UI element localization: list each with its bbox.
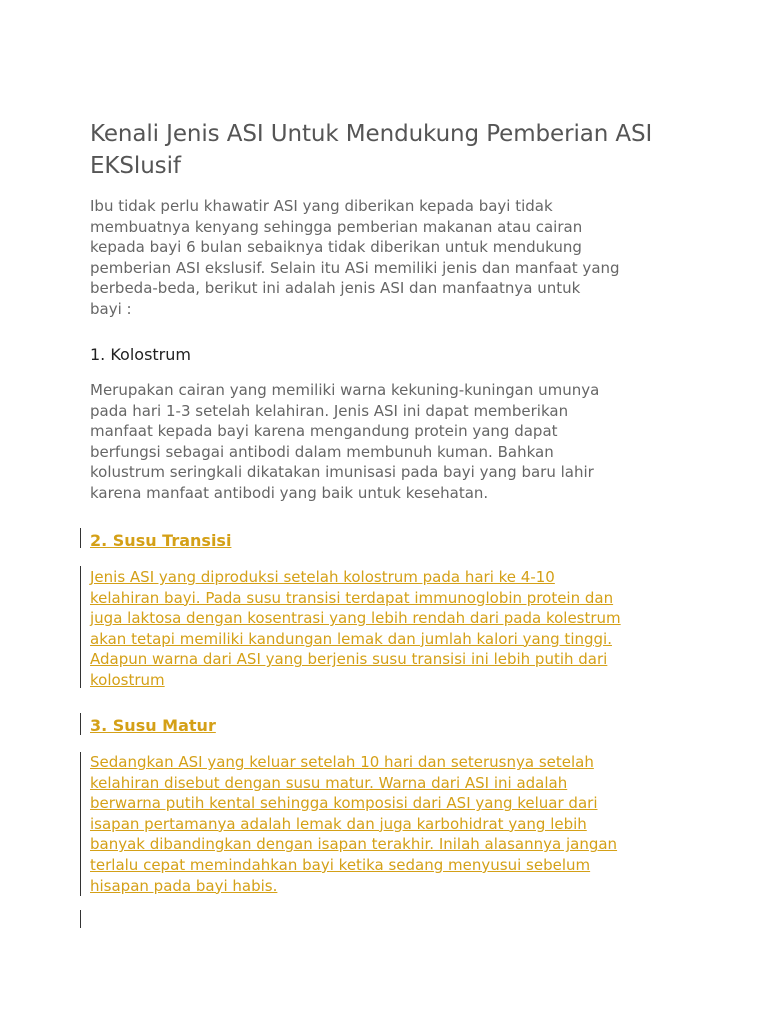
section-susu-transisi [90,531,690,551]
section-body-susu-transisi[interactable]: Jenis ASI yang diproduksi setelah kolostrum pada hari ke 4-10 kelahiran bayi. Pada susu transisi terdapat immunoglobin protein dan juga laktosa dengan kosentrasi yang lebih rendah dari pada kolestrum akan tetapi memiliki kandungan lemak dan jumlah kalori yang tinggi. Adapun warna dari ASI yang berjenis susu transisi ini lebih putih dari kolostrum [90,568,621,689]
section-kolostrum [90,345,690,504]
intro-paragraph: Ibu tidak perlu khawatir ASI yang diberikan kepada bayi tidak membuatnya kenyang sehingga pemberian makanan atau cairan kepada bayi 6 bulan sebaiknya tidak diberikan untuk mendukung pemberian ASI ekslusif. Selain itu ASi memiliki jenis dan manfaat yang berbeda-beda, berikut ini adalah jenis ASI dan manfaatnya untuk bayi : [90,197,620,318]
section-susu-matur [90,716,690,736]
caret-bar [80,713,81,735]
section-heading-susu-matur[interactable]: 3. Susu Matur [90,716,216,735]
quote-bar [80,752,81,896]
section-body-wrapper-susu-transisi [90,567,690,691]
section-body-kolostrum: Merupakan cairan yang memiliki warna kekuning-kuningan umunya pada hari 1-3 setelah kelahiran. Jenis ASI ini dapat memberikan manfaat kepada bayi karena mengandung protein yang dapat berfungsi sebagai antibodi dalam membunuh kuman. Bahkan kolustrum seringkali dikatakan imunisasi pada bayi yang baru lahir karena manfaat antibodi yang baik untuk kesehatan. [90,381,600,502]
text-cursor [80,910,81,928]
article-title: Kenali Jenis ASI Untuk Mendukung Pemberian ASI EKSlusif [90,121,653,179]
quote-bar [80,566,81,688]
caret-bar [80,528,81,548]
section-body-susu-matur[interactable]: Sedangkan ASI yang keluar setelah 10 hari dan seterusnya setelah kelahiran disebut dengan susu matur. Warna dari ASI ini adalah berwarna putih kental sehingga komposisi dari ASI yang keluar dari isapan pertamanya adalah lemak dan juga karbohidrat yang lebih banyak dibandingkan dengan isapan terakhir. Inilah alasannya jangan terlalu cepat memindahkan bayi ketika sedang menyusui sebelum hisapan pada bayi habis. [90,753,618,895]
article-header [90,118,690,320]
section-heading-susu-transisi[interactable]: 2. Susu Transisi [90,531,232,550]
section-body-wrapper-susu-matur [90,752,690,896]
section-heading-kolostrum: 1. Kolostrum [90,345,191,364]
